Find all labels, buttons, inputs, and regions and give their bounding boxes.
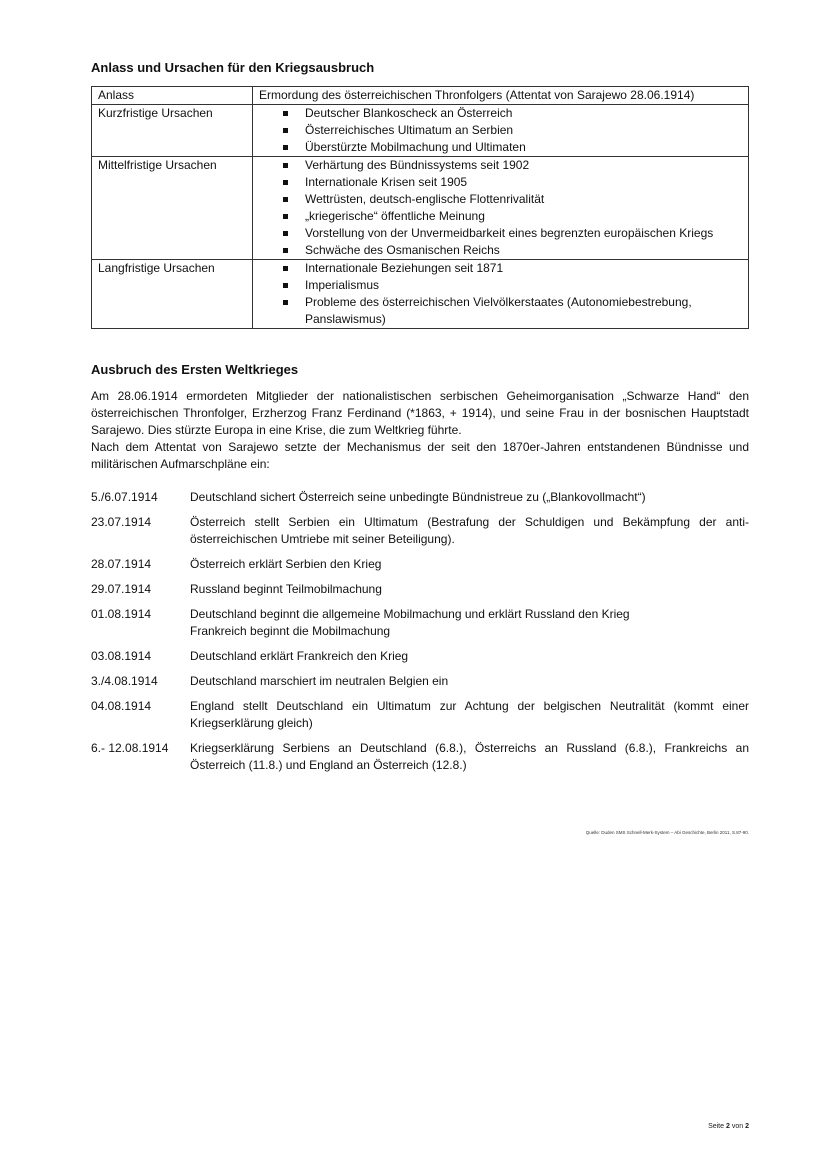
timeline-entry	[91, 740, 749, 774]
event-line: Deutschland erklärt Frankreich den Krieg	[190, 649, 409, 663]
list-item: Internationale Krisen seit 1905	[305, 174, 742, 191]
row-label: Langfristige Ursachen	[92, 260, 253, 329]
timeline-entry	[91, 581, 749, 598]
event-text	[190, 648, 749, 665]
bullet-list	[259, 157, 742, 259]
row-label: Mittelfristige Ursachen	[92, 157, 253, 260]
intro-paragraph: Nach dem Attentat von Sarajewo setzte der Mechanismus der seit den 1870er-Jahren entstandenen Bündnisse und militärischen Aufmarschpläne ein:	[91, 440, 749, 471]
event-text	[190, 514, 749, 548]
list-item: Wettrüsten, deutsch-englische Flottenrivalität	[305, 191, 742, 208]
row-list-cell	[253, 260, 749, 329]
event-text	[190, 581, 749, 598]
causes-table	[91, 86, 749, 329]
event-line: Deutschland beginnt die allgemeine Mobilmachung und erklärt Russland den Krieg	[190, 607, 630, 621]
page-current: 2	[725, 1123, 730, 1130]
intro-paragraph: Am 28.06.1914 ermordeten Mitglieder der nationalistischen serbischen Geheimorganisation „Schwarze Hand“ den österreichischen Thronfolger, Erzherzog Franz Ferdinand (*1863, + 1914), und seine Frau in der bosnischen Hauptstadt Sarajewo. Dies stürzte Europa in eine Krise, die zum Weltkrieg führte.	[91, 389, 749, 437]
event-text	[190, 606, 749, 640]
event-date: 23.07.1914	[91, 515, 152, 529]
table-row	[92, 87, 749, 105]
timeline-entry	[91, 673, 749, 690]
table-row	[92, 260, 749, 329]
timeline	[91, 489, 749, 782]
event-text	[190, 698, 749, 732]
timeline-entry	[91, 556, 749, 573]
timeline-entry	[91, 606, 749, 640]
row-label: Anlass	[92, 87, 253, 105]
event-line: Österreich erklärt Serbien den Krieg	[190, 557, 382, 571]
event-line: Österreich stellt Serbien ein Ultimatum (Bestrafung der Schuldigen und Bekämpfung der anti-österreichischen Umtriebe mit seiner Beteiligung).	[190, 515, 749, 546]
list-item: Deutscher Blankoscheck an Österreich	[305, 105, 742, 122]
page-total: 2	[745, 1123, 749, 1130]
list-item: Imperialismus	[305, 277, 742, 294]
intro-text	[91, 388, 749, 473]
event-line: Kriegserklärung Serbiens an Deutschland (6.8.), Österreichs an Russland (6.8.), Frankreichs an Österreich (11.8.) und England an Österreich (12.8.)	[190, 741, 749, 772]
event-text	[190, 556, 749, 573]
page-number	[708, 1123, 749, 1130]
event-line: England stellt Deutschland ein Ultimatum zur Achtung der belgischen Neutralität (kommt einer Kriegserklärung gleich)	[190, 699, 749, 730]
event-date: 03.08.1914	[91, 649, 152, 663]
event-line: Russland beginnt Teilmobilmachung	[190, 582, 382, 596]
list-item: Österreichisches Ultimatum an Serbien	[305, 122, 742, 139]
event-line: Deutschland marschiert im neutralen Belgien ein	[190, 674, 449, 688]
source-citation: Quelle: Duden SMS Schnell-Merk-System – Abi Geschichte, Berlin 2011, S.87-90.	[585, 830, 749, 835]
timeline-entry	[91, 698, 749, 732]
timeline-entry	[91, 489, 749, 506]
row-list-cell	[253, 157, 749, 260]
event-date: 5./6.07.1914	[91, 490, 158, 504]
event-date: 04.08.1914	[91, 699, 152, 713]
list-item: Internationale Beziehungen seit 1871	[305, 260, 742, 277]
event-line: Deutschland sichert Österreich seine unbedingte Bündnistreue zu („Blankovollmacht“)	[190, 490, 646, 504]
event-line: Frankreich beginnt die Mobilmachung	[190, 624, 391, 638]
event-date: 29.07.1914	[91, 582, 152, 596]
page-prefix: Seite	[708, 1123, 725, 1130]
bullet-list	[259, 105, 742, 156]
event-date: 6.- 12.08.1914	[91, 741, 169, 755]
event-date: 3./4.08.1914	[91, 674, 158, 688]
section-title-outbreak: Ausbruch des Ersten Weltkrieges	[91, 362, 299, 377]
row-list-cell	[253, 105, 749, 157]
list-item: Schwäche des Osmanischen Reichs	[305, 242, 742, 259]
list-item: Verhärtung des Bündnissystems seit 1902	[305, 157, 742, 174]
event-text	[190, 673, 749, 690]
event-date: 01.08.1914	[91, 607, 152, 621]
row-label: Kurzfristige Ursachen	[92, 105, 253, 157]
event-date: 28.07.1914	[91, 557, 152, 571]
list-item: Überstürzte Mobilmachung und Ultimaten	[305, 139, 742, 156]
list-item: Vorstellung von der Unvermeidbarkeit eines begrenzten europäischen Kriegs	[305, 225, 742, 242]
section-title-causes: Anlass und Ursachen für den Kriegsausbruch	[91, 60, 375, 75]
event-text	[190, 489, 749, 506]
page-mid: von	[731, 1123, 744, 1130]
timeline-entry	[91, 514, 749, 548]
bullet-list	[259, 260, 742, 328]
table-row	[92, 105, 749, 157]
list-item: „kriegerische“ öffentliche Meinung	[305, 208, 742, 225]
timeline-entry	[91, 648, 749, 665]
event-text	[190, 740, 749, 774]
row-text: Ermordung des österreichischen Thronfolgers (Attentat von Sarajewo 28.06.1914)	[253, 87, 749, 105]
list-item: Probleme des österreichischen Vielvölkerstaates (Autonomiebestrebung, Panslawismus)	[305, 294, 742, 328]
table-row	[92, 157, 749, 260]
